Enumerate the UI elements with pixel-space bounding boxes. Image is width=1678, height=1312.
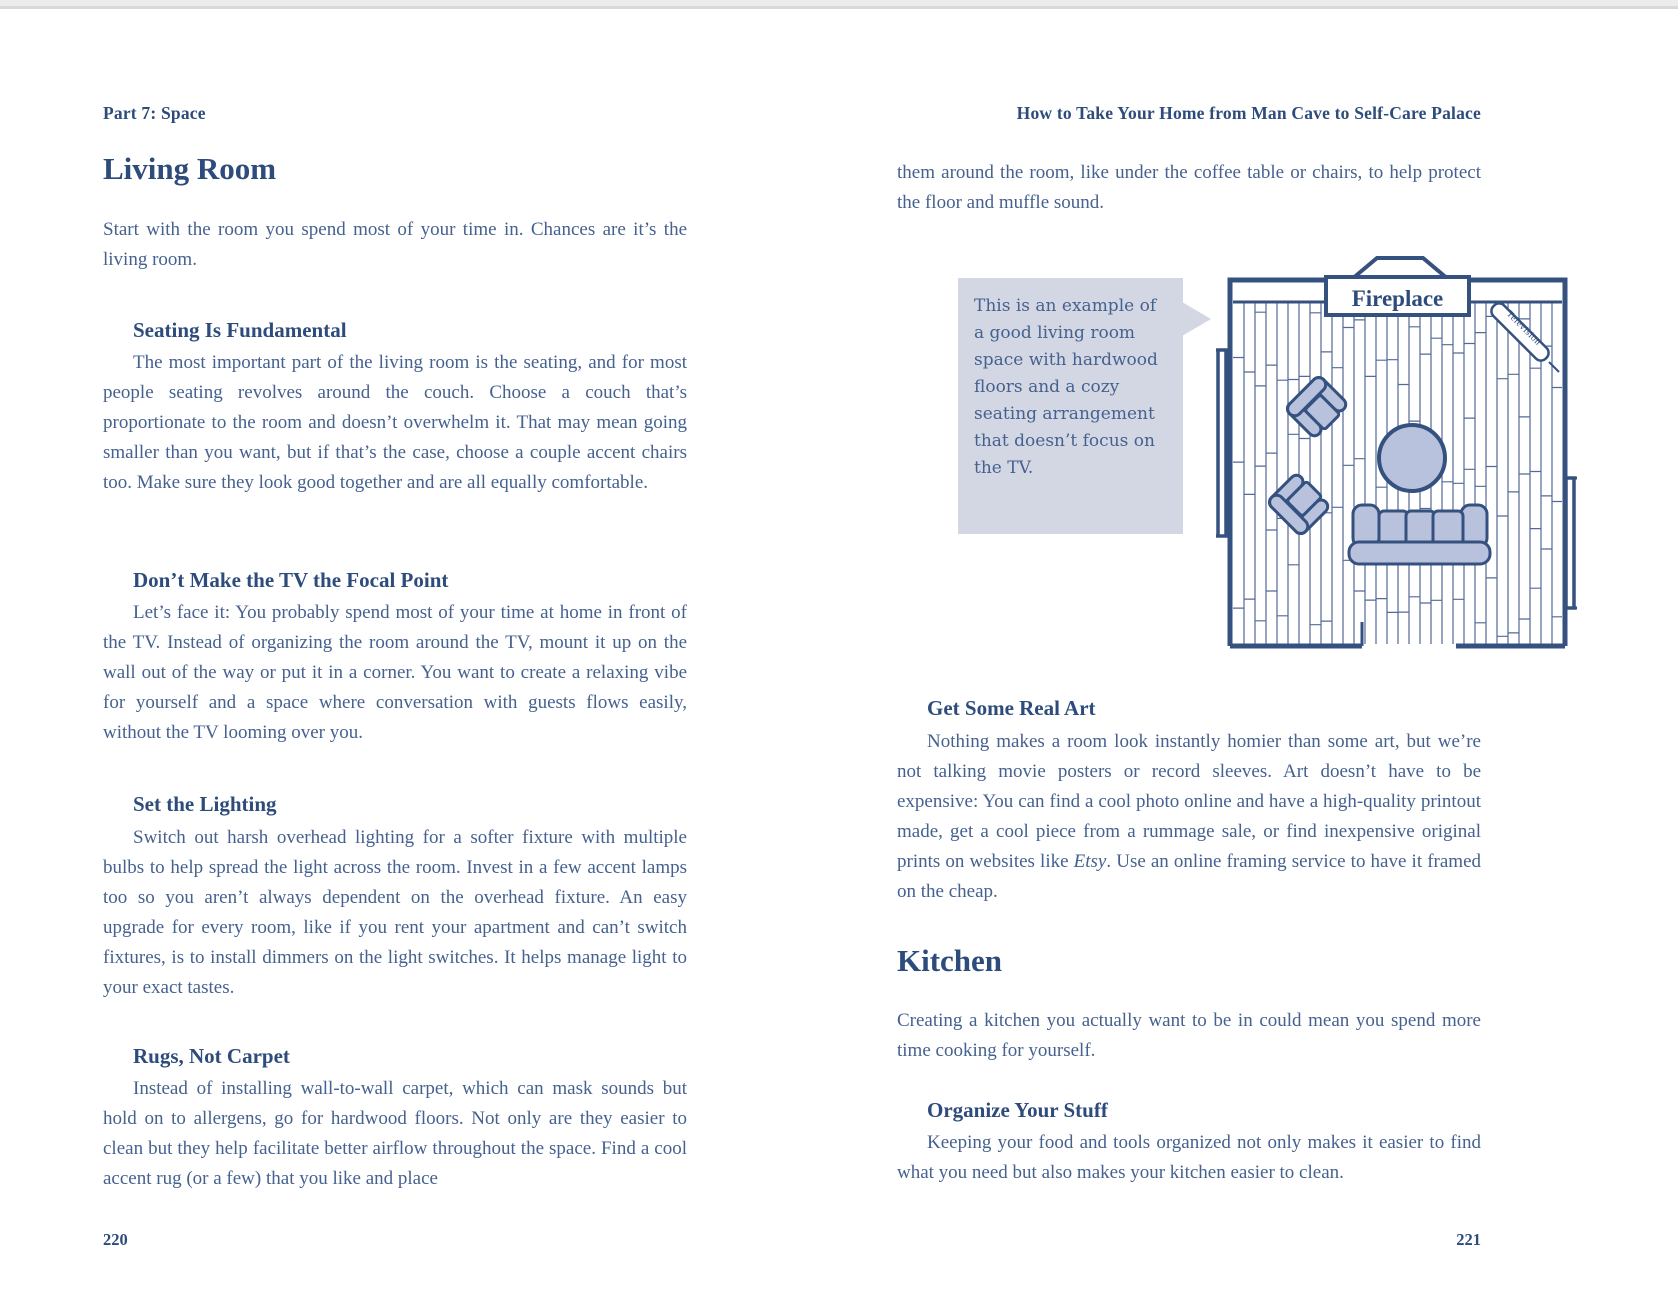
chapter-heading-kitchen: Kitchen bbox=[897, 943, 1003, 978]
section-paragraph-lighting: Switch out harsh overhead lighting for a softer fixture with multiple bulbs to help spread the light across the room. Invest in a few accent lamps too so you aren’t always dependent on the overhead fixture. An easy upgrade for every room, like if you rent your apartment and can’t switch fixtures, is to install dimmers on the light switches. It helps manage light to your exact tastes. bbox=[103, 827, 687, 998]
section-paragraph-rugs: Instead of installing wall-to-wall carpet, which can mask sounds but hold on to allergens, go for hardwood floors. Not only are they easier to clean but they help facilitate better airflow throughout the space. Find a cool accent rug (or a few) that you like and place bbox=[103, 1078, 687, 1189]
continuation-paragraph: them around the room, like under the coffee table or chairs, to help protect the floor and muffle sound. bbox=[897, 162, 1481, 213]
viewer-top-edge-line bbox=[0, 6, 1678, 9]
running-head-left: Part 7: Space bbox=[103, 103, 206, 123]
figure-callout-box: This is an example of a good living room space with hardwood floors and a cozy seating arrangement that doesn’t focus on the TV. bbox=[958, 278, 1183, 534]
etsy-italic: Etsy bbox=[1073, 851, 1107, 872]
section-heading-organize: Organize Your Stuff bbox=[927, 1098, 1108, 1122]
intro-paragraph: Start with the room you spend most of your time in. Chances are it’s the living room. bbox=[103, 219, 687, 270]
section-heading-seating: Seating Is Fundamental bbox=[133, 318, 347, 342]
section-paragraph-seating: The most important part of the living room is the seating, and for most people seating revolves around the couch. Choose a couch that’s proportionate to the room and doesn’t overwhelm it. That may mean going smaller than you want, but if that’s the case, choose a couple accent chairs too. Make sure they look good together and are all equally comfortable. bbox=[103, 352, 687, 493]
section-heading-tv-focal-point: Don’t Make the TV the Focal Point bbox=[133, 568, 449, 592]
kitchen-intro-paragraph: Creating a kitchen you actually want to be in could mean you spend more time cooking for yourself. bbox=[897, 1010, 1481, 1061]
sofa bbox=[1349, 505, 1490, 564]
coffee-table bbox=[1379, 425, 1445, 491]
section-heading-lighting: Set the Lighting bbox=[133, 792, 277, 816]
section-heading-real-art: Get Some Real Art bbox=[927, 696, 1096, 720]
television-label: Television bbox=[1504, 309, 1543, 348]
floor-plan bbox=[1208, 243, 1590, 669]
running-head-right: How to Take Your Home from Man Cave to Self-Care Palace bbox=[1016, 103, 1481, 123]
fireplace-label: Fireplace bbox=[1351, 286, 1444, 311]
page-number-right: 221 bbox=[1456, 1230, 1481, 1249]
section-paragraph-real-art bbox=[897, 727, 1481, 907]
real-art-text-end: . Use an online framing service to have it framed on the cheap. bbox=[897, 851, 1482, 902]
section-heading-rugs: Rugs, Not Carpet bbox=[133, 1044, 290, 1068]
fireplace bbox=[1326, 258, 1469, 315]
section-paragraph-tv-focal-point: Let’s face it: You probably spend most of your time at home in front of the TV. Instead of organizing the room around the TV, mount it up on the wall out of the way or put it in a corner. You want to create a relaxing vibe for yourself and a space where conversation with guests flows easily, without the TV looming over you. bbox=[103, 602, 687, 743]
section-paragraph-organize: Keeping your food and tools organized not only makes it easier to find what you need but also makes your kitchen easier to clean. bbox=[897, 1132, 1481, 1183]
chapter-heading-living-room: Living Room bbox=[103, 151, 277, 186]
page-number-left: 220 bbox=[103, 1230, 128, 1249]
real-art-text: Nothing makes a room look instantly homier than some art, but we’re not talking movie posters or record sleeves. Art doesn’t have to be expensive: You can find a cool photo online and have a high-quality printout made, get a cool piece from a rummage sale, or find inexpensive original prints on websites like bbox=[897, 731, 1481, 872]
